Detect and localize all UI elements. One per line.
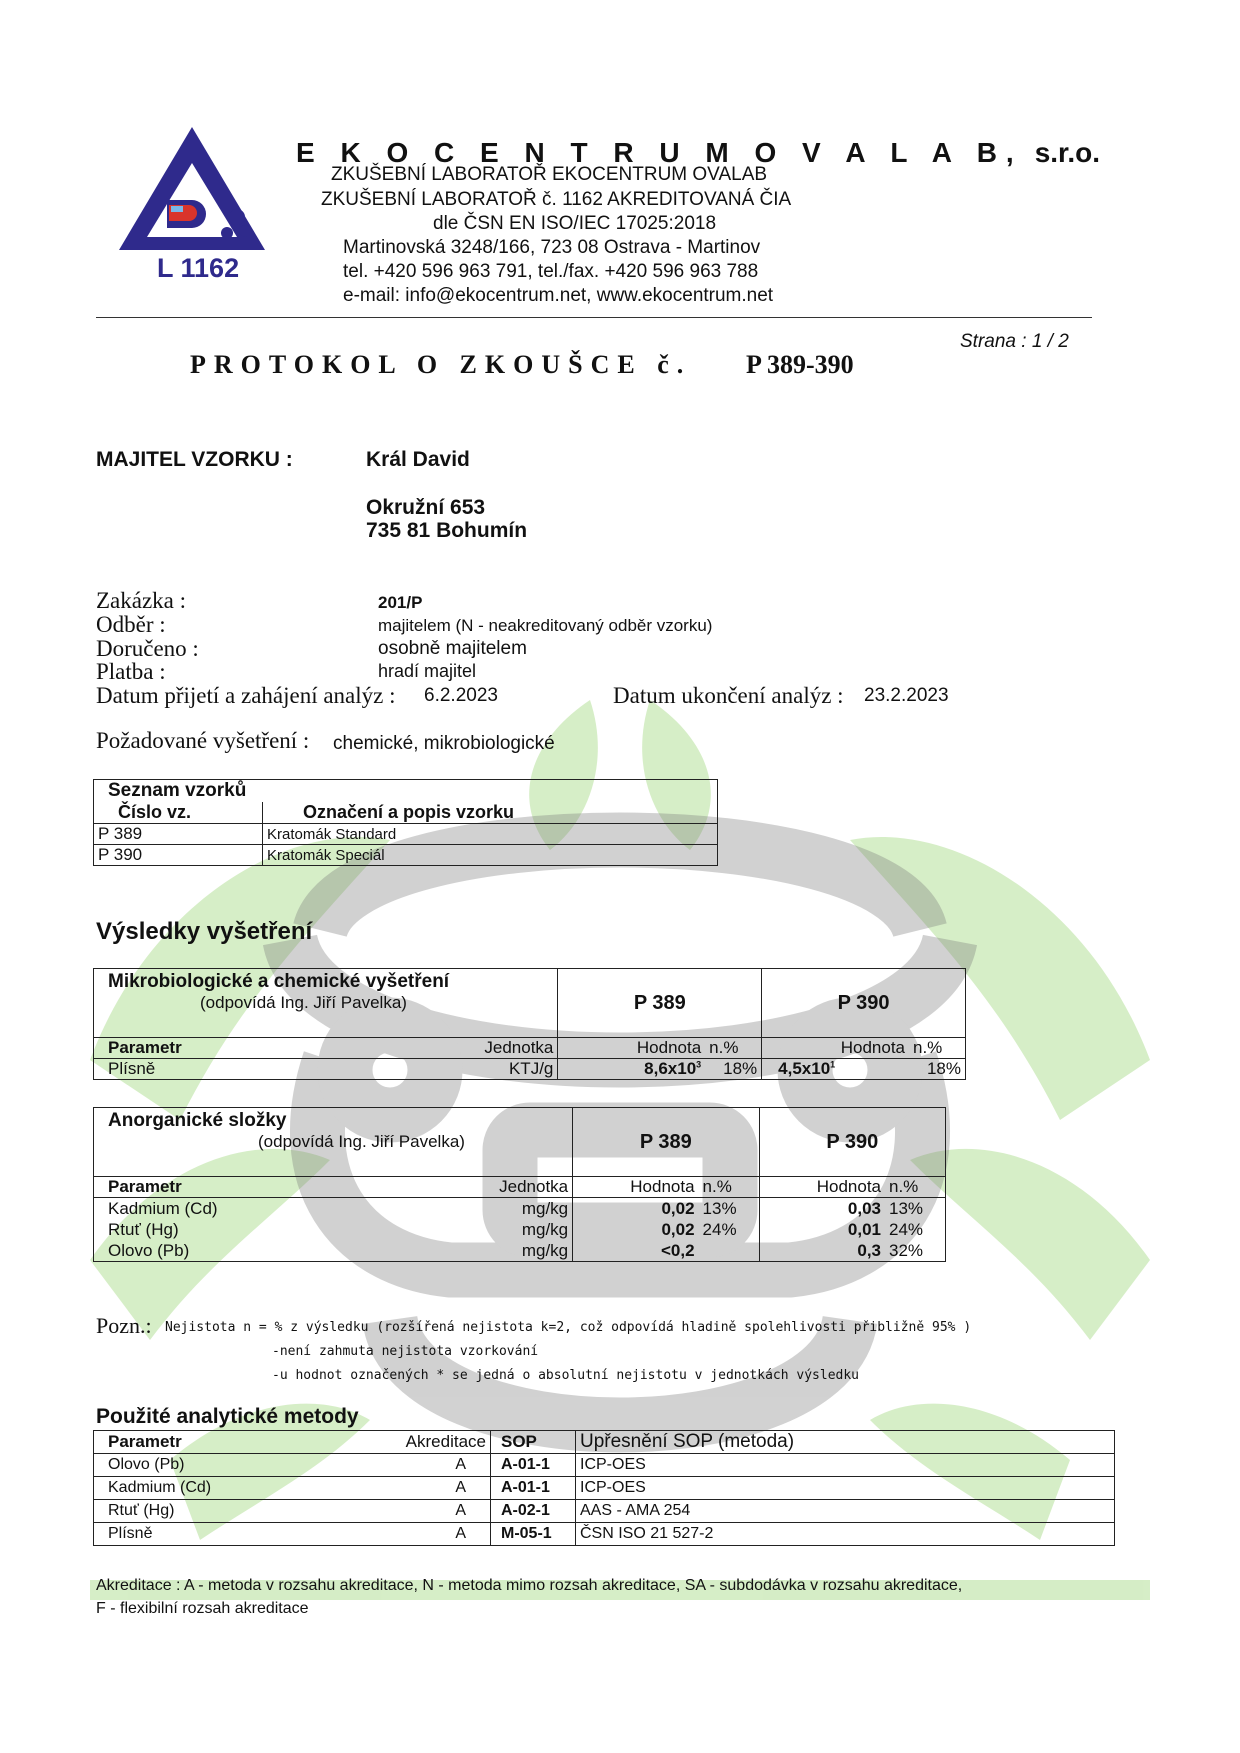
sampling-value: majitelem (N - neakreditovaný odběr vzorku) — [378, 616, 713, 635]
micro-h-unc2: n.% — [909, 1038, 966, 1059]
inorg-unit: mg/kg — [494, 1219, 573, 1240]
delivered-label: Doručeno : — [96, 636, 199, 661]
table-row — [94, 1240, 946, 1262]
micro-unit: KTJ/g — [479, 1059, 558, 1080]
inorg-unc2: 13% — [885, 1198, 946, 1220]
protocol-title: PROTOKOL O ZKOUŠCE č. — [190, 350, 692, 379]
table-row — [94, 1454, 1115, 1477]
owner-label: MAJITEL VZORKU : — [96, 448, 293, 471]
table-row — [94, 845, 718, 866]
inorg-value1: <0,2 — [573, 1240, 699, 1262]
inorg-sample1: P 389 — [573, 1108, 759, 1177]
micro-responsible: (odpovídá Ing. Jiří Pavelka) — [200, 993, 407, 1012]
micro-sample1: P 389 — [558, 969, 762, 1038]
micro-header — [94, 969, 558, 1038]
order-value: 201/P — [378, 593, 423, 612]
inorg-unc1: 24% — [699, 1219, 760, 1240]
inorg-value1: 0,02 — [573, 1198, 699, 1220]
methods-h-param: Parametr — [94, 1431, 373, 1454]
inorg-param: Rtuť (Hg) — [94, 1219, 495, 1240]
inorg-unc2: 24% — [885, 1219, 946, 1240]
sample-desc: Kratomák Speciál — [263, 845, 718, 866]
inorg-unit: mg/kg — [494, 1198, 573, 1220]
received-date-label: Datum přijetí a zahájení analýz : — [96, 683, 396, 708]
table-row — [94, 1523, 1115, 1546]
method-sop: A-01-1 — [491, 1454, 576, 1477]
inorg-value2: 0,3 — [759, 1240, 885, 1262]
inorg-h-param: Parametr — [94, 1177, 495, 1198]
inorg-h-value2: Hodnota — [759, 1177, 885, 1198]
micro-table — [93, 968, 966, 1080]
method-param: Plísně — [94, 1523, 373, 1546]
table-row — [94, 1198, 946, 1220]
notes-line-2: -není zahmuta nejistota vzorkování — [272, 1344, 539, 1359]
order-label: Zakázka : — [96, 588, 187, 613]
header-divider — [96, 317, 1092, 318]
micro-h-value2: Hodnota — [762, 1038, 909, 1059]
micro-h-value1: Hodnota — [558, 1038, 705, 1059]
payment-value: hradí majitel — [378, 661, 477, 681]
sample-id: P 389 — [94, 824, 263, 845]
method-sop: M-05-1 — [491, 1523, 576, 1546]
table-row — [94, 1059, 966, 1080]
micro-unc2: 18% — [909, 1059, 966, 1080]
inorg-unc1: 13% — [699, 1198, 760, 1220]
micro-param: Plísně — [94, 1059, 480, 1080]
company-name: E K O C E N T R U M O V A L A B, s.r.o. — [296, 137, 1101, 168]
header-email: e-mail: info@ekocentrum.net, www.ekocentrum.net — [343, 285, 774, 306]
method-accr: A — [372, 1500, 491, 1523]
samples-table — [93, 779, 718, 866]
delivered-value: osobně majitelem — [378, 638, 527, 659]
sample-id: P 390 — [94, 845, 263, 866]
method-detail: ICP-OES — [576, 1454, 1115, 1477]
page-indicator: Strana : 1 / 2 — [960, 331, 1069, 352]
footer-line-2: F - flexibilní rozsah akreditace — [96, 1600, 309, 1617]
owner-city: 735 81 Bohumín — [366, 519, 528, 542]
header-line-2: ZKUŠEBNÍ LABORATOŘ č. 1162 AKREDITOVANÁ ČIA — [321, 189, 792, 210]
inorg-sample2: P 390 — [759, 1108, 945, 1177]
received-date-value: 6.2.2023 — [424, 685, 498, 706]
owner-name: Král David — [366, 448, 470, 471]
inorg-value1: 0,02 — [573, 1219, 699, 1240]
inorg-responsible: (odpovídá Ing. Jiří Pavelka) — [258, 1132, 465, 1151]
inorg-title: Anorganické složky — [108, 1110, 287, 1131]
notes-label: Pozn.: — [96, 1313, 152, 1338]
header-line-1: ZKUŠEBNÍ LABORATOŘ EKOCENTRUM OVALAB — [331, 164, 768, 185]
inorg-unit: mg/kg — [494, 1240, 573, 1262]
inorg-unc1 — [699, 1240, 760, 1262]
methods-title: Použité analytické metody — [96, 1405, 359, 1428]
method-sop: A-02-1 — [491, 1500, 576, 1523]
method-accr: A — [372, 1477, 491, 1500]
micro-h-unc1: n.% — [705, 1038, 762, 1059]
micro-h-unit: Jednotka — [479, 1038, 558, 1059]
method-detail: ČSN ISO 21 527-2 — [576, 1523, 1115, 1546]
inorg-h-unit: Jednotka — [494, 1177, 573, 1198]
method-detail: AAS - AMA 254 — [576, 1500, 1115, 1523]
owner-street: Okružní 653 — [366, 496, 486, 519]
micro-h-param: Parametr — [94, 1038, 480, 1059]
requested-label: Požadované vyšetření : — [96, 728, 310, 753]
table-row — [94, 1219, 946, 1240]
method-param: Olovo (Pb) — [94, 1454, 373, 1477]
table-row — [94, 1500, 1115, 1523]
finished-date-label: Datum ukončení analýz : — [613, 683, 844, 708]
method-sop: A-01-1 — [491, 1477, 576, 1500]
protocol-number: P 389-390 — [746, 350, 854, 379]
inorg-h-unc1: n.% — [699, 1177, 760, 1198]
table-row — [94, 824, 718, 845]
header-line-3: dle ČSN EN ISO/IEC 17025:2018 — [433, 213, 717, 234]
finished-date-value: 23.2.2023 — [864, 685, 949, 706]
inorg-value2: 0,01 — [759, 1219, 885, 1240]
header-phone: tel. +420 596 963 791, tel./fax. +420 596 963 788 — [343, 261, 759, 282]
inorg-table — [93, 1107, 946, 1262]
micro-value2: $4,5x10^1$ — [762, 1059, 909, 1080]
inorg-header — [94, 1108, 573, 1177]
sampling-label: Odběr : — [96, 612, 166, 637]
micro-value1: $8,6x10^3$ — [558, 1059, 705, 1080]
methods-h-sop: SOP — [491, 1431, 576, 1454]
inorg-param: Olovo (Pb) — [94, 1240, 495, 1262]
logo-text: L 1162 — [157, 253, 240, 283]
samples-col-desc: Označení a popis vzorku — [263, 802, 718, 824]
inorg-param: Kadmium (Cd) — [94, 1198, 495, 1220]
methods-h-accr: Akreditace — [372, 1431, 491, 1454]
method-detail: ICP-OES — [576, 1477, 1115, 1500]
methods-h-detail: Upřesnění SOP (metoda) — [576, 1431, 1115, 1454]
micro-title: Mikrobiologické a chemické vyšetření — [108, 971, 450, 992]
results-title: Výsledky vyšetření — [96, 918, 313, 945]
method-accr: A — [372, 1454, 491, 1477]
methods-table — [93, 1430, 1115, 1546]
notes-line-1: Nejistota n = % z výsledku (rozšířená nejistota k=2, což odpovídá hladině spolehlivosti přibližně 95% ) — [165, 1320, 972, 1335]
micro-unc1: 18% — [705, 1059, 762, 1080]
samples-col-id: Číslo vz. — [94, 802, 263, 824]
micro-sample2: P 390 — [762, 969, 966, 1038]
footer-line-1: Akreditace : A - metoda v rozsahu akreditace, N - metoda mimo rozsah akreditace, SA - subdodávka v rozsahu akreditace, — [96, 1577, 963, 1594]
table-row — [94, 1477, 1115, 1500]
method-param: Rtuť (Hg) — [94, 1500, 373, 1523]
notes-line-3: -u hodnot označených * se jedná o absolutní nejistotu v jednotkách výsledku — [272, 1368, 859, 1383]
method-param: Kadmium (Cd) — [94, 1477, 373, 1500]
requested-value: chemické, mikrobiologické — [333, 733, 555, 754]
method-accr: A — [372, 1523, 491, 1546]
samples-title: Seznam vzorků — [94, 780, 718, 803]
inorg-unc2: 32% — [885, 1240, 946, 1262]
inorg-h-unc2: n.% — [885, 1177, 946, 1198]
header-address: Martinovská 3248/166, 723 08 Ostrava - Martinov — [343, 237, 761, 258]
payment-label: Platba : — [96, 659, 166, 684]
inorg-value2: 0,03 — [759, 1198, 885, 1220]
inorg-h-value1: Hodnota — [573, 1177, 699, 1198]
sample-desc: Kratomák Standard — [263, 824, 718, 845]
